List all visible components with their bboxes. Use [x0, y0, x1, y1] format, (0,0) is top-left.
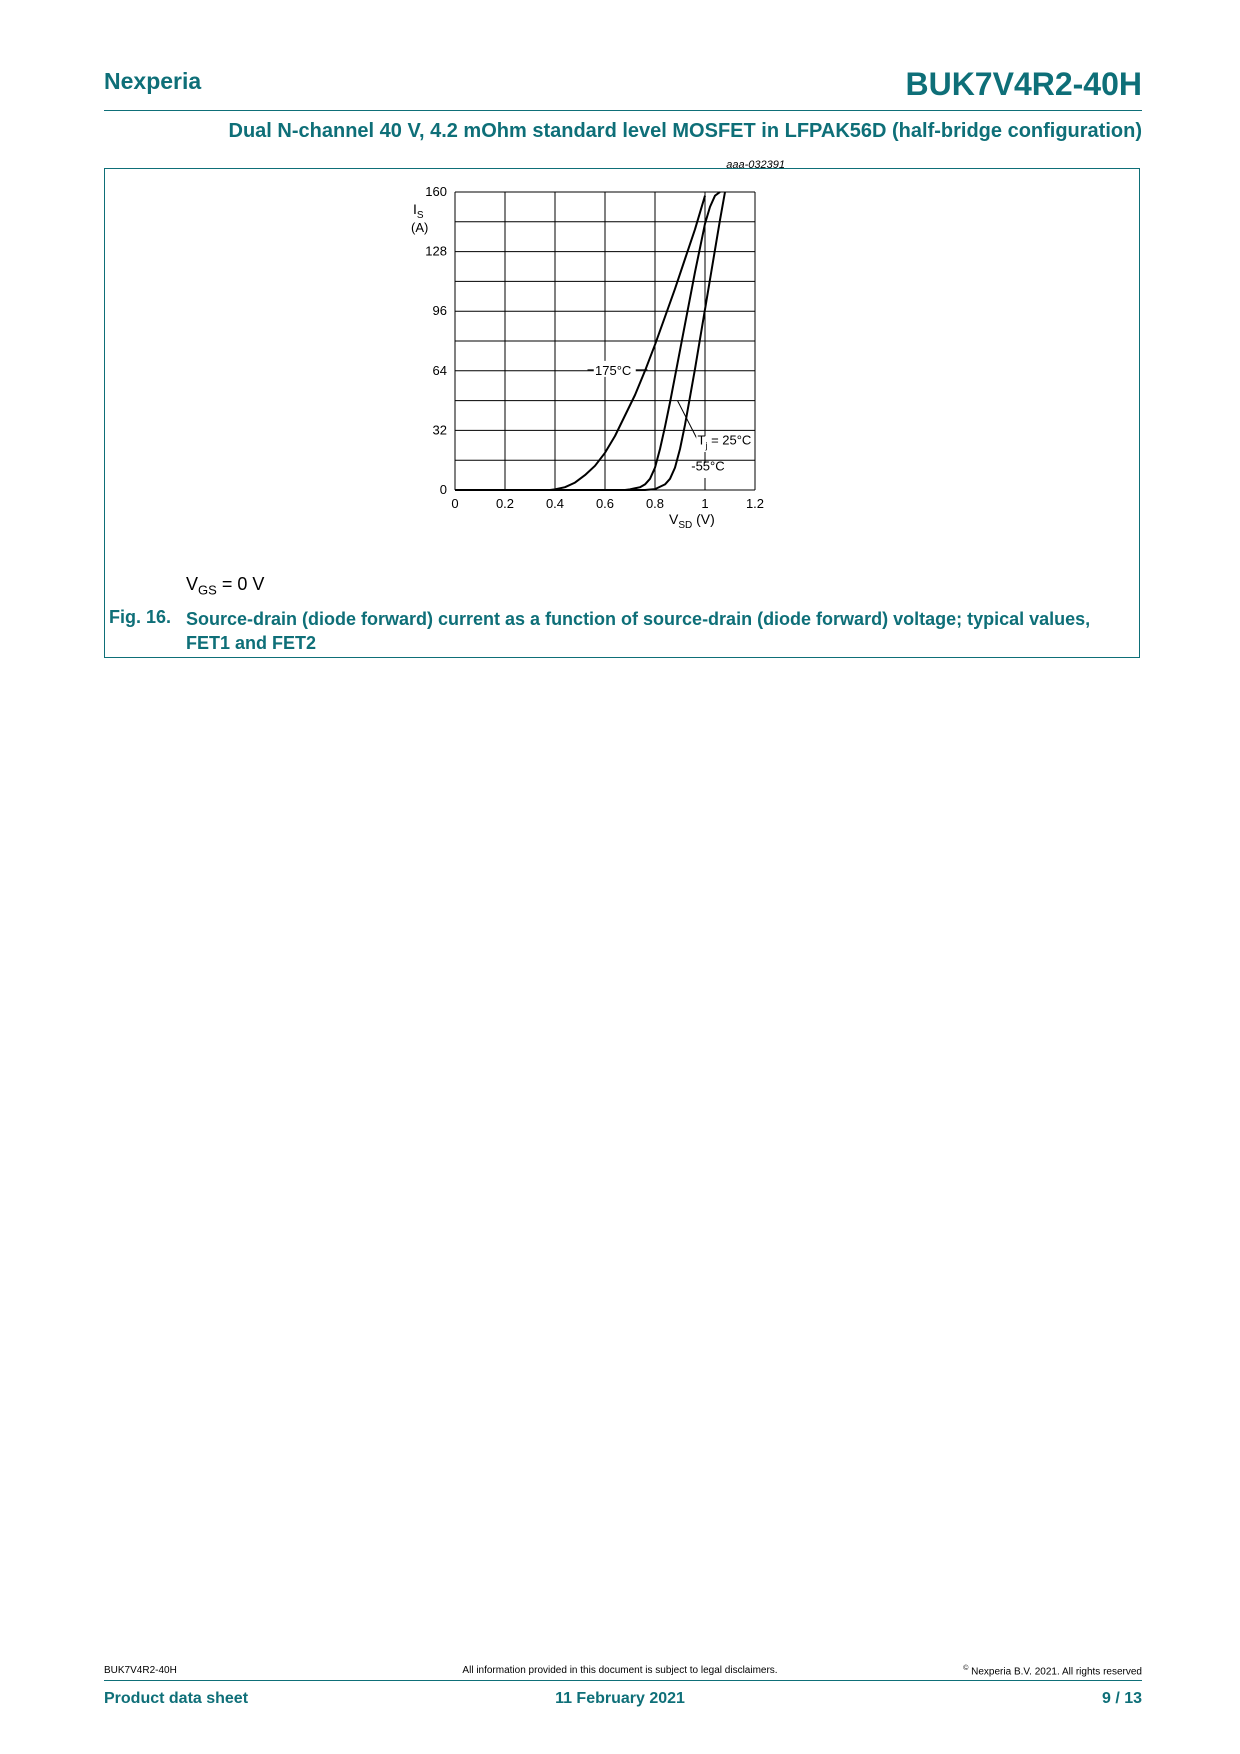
copyright-text: Nexperia B.V. 2021. All rights reserved [968, 1666, 1142, 1678]
footer-page-number: 9 / 13 [1101, 1690, 1142, 1707]
x-tick-label: 0.8 [645, 496, 665, 511]
footer-date: 11 February 2021 [555, 1690, 685, 1707]
part-number-title: BUK7V4R2-40H [905, 66, 1142, 102]
footer-part-number: BUK7V4R2-40H [104, 1665, 177, 1676]
y-axis-label: $I_S$ [413, 201, 424, 221]
document-subtitle: Dual N-channel 40 V, 4.2 mOhm standard level MOSFET in LFPAK56D (half-bridge configuration) [228, 120, 1142, 142]
footer-legal-notice: All information provided in this document is subject to legal disclaimers. [462, 1665, 778, 1676]
figure-number: Fig. 16. [109, 607, 172, 627]
header-divider [104, 110, 1142, 111]
y-tick-label: 96 [432, 303, 447, 319]
series-label-25: $T_j = 25^\circ C$ [697, 432, 752, 451]
x-axis-label: $V_{SD}$ (V) [669, 511, 715, 531]
condition-subscript: GS [198, 582, 217, 598]
figure-code: aaa-032391 [726, 159, 785, 171]
series-label-m55: -55°C [691, 458, 725, 474]
figure-caption: Source-drain (diode forward) current as a function of source-drain (diode forward) voltage; typical values, FET1 and FET2 [186, 609, 1091, 653]
company-name: Nexperia [104, 68, 202, 94]
copyright-mark: © [963, 1665, 969, 1672]
y-tick-label: 160 [425, 184, 447, 199]
test-condition [186, 574, 264, 598]
x-tick-label: 0.6 [595, 496, 615, 511]
y-tick-label: 0 [439, 482, 447, 497]
y-tick-label: 64 [432, 362, 447, 378]
series-line-0 [455, 196, 705, 490]
x-tick-label: 0.2 [495, 496, 515, 511]
x-tick-label: 0 [451, 496, 459, 511]
x-tick-label: 1.2 [745, 496, 765, 511]
x-tick-label: 1 [701, 496, 709, 511]
footer-copyright [963, 1665, 1142, 1677]
condition-value: = 0 V [216, 574, 265, 594]
y-axis-unit: (A) [411, 220, 429, 235]
y-tick-label: 128 [425, 243, 447, 259]
footer-document-type: Product data sheet [104, 1690, 249, 1707]
y-tick-label: 32 [432, 422, 447, 438]
x-tick-label: 0.4 [545, 496, 565, 511]
footer-divider [104, 1680, 1142, 1681]
series-label-175: 175°C [595, 362, 632, 378]
chart-axes [411, 184, 764, 531]
forward-current-chart [395, 159, 815, 572]
condition-symbol: V [186, 574, 199, 594]
